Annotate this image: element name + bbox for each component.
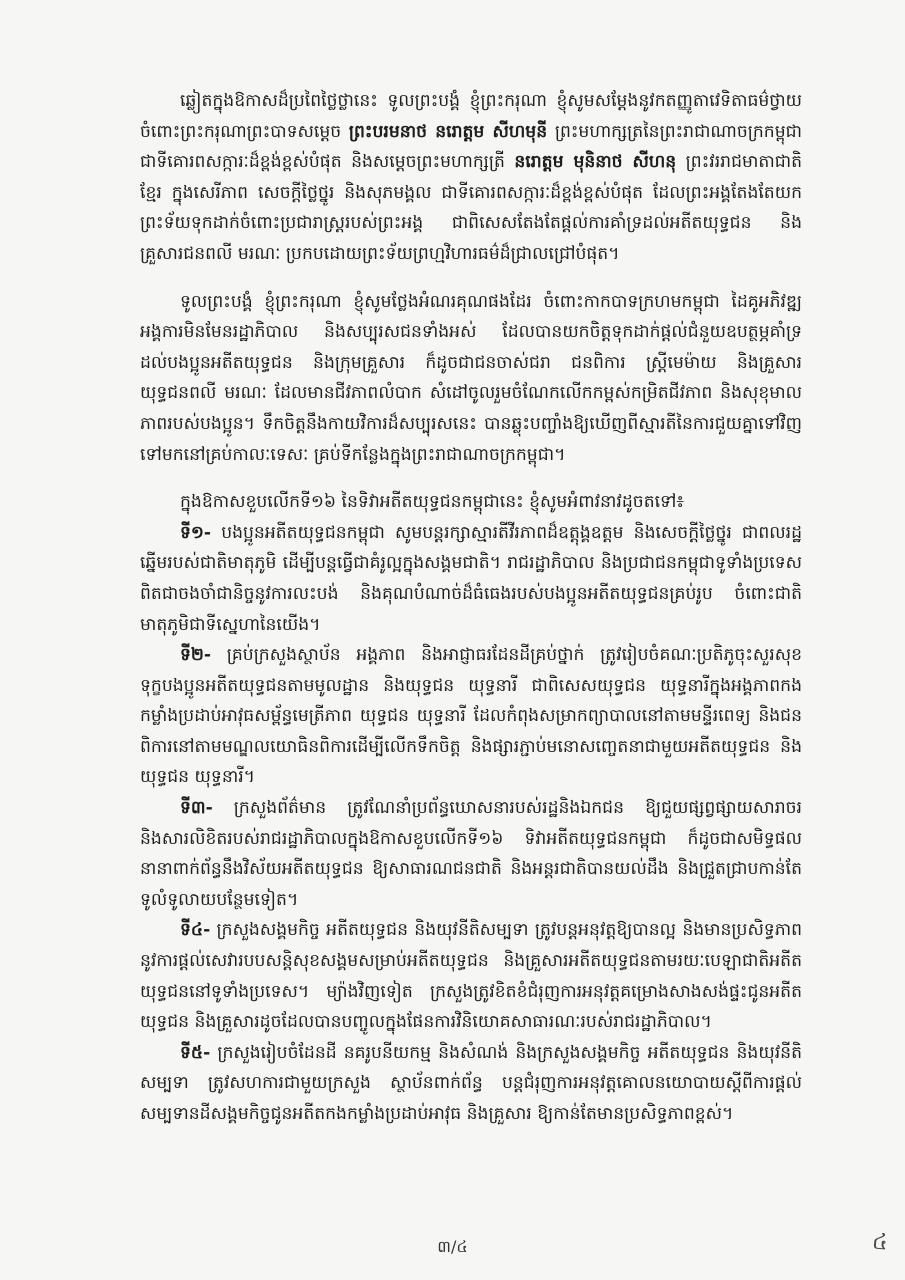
item-number: ទី៤- xyxy=(180,920,211,941)
item-text: គ្រប់ក្រសួងស្ថាប័ន អង្គភាព និងអាជ្ញាធរដែនដីគ្រប់ថ្នាក់ ត្រូវរៀបចំគណៈប្រតិភូចុះសួរសុខទុក្ខបងប្អូនអតីតយុទ្ធជនតាមមូលដ្ឋាន និងយុទ្ធជន យុទ្ធនារី ជាពិសេសយុទ្ធជន យុទ្ធនារីក្នុងអង្គភាពកងកម្លាំងប្រដាប់អាវុធសម្ព័ន្ធមេត្រីភាព យុទ្ធជន យុទ្ធនារី ដែលកំពុងសម្រាកព្យាបាលនៅតាមមន្ទីរពេទ្យ និងជនពិការនៅតាមមណ្ឌលយោធិនពិការដើម្បីលើកទឹកចិត្ត និងផ្សារភ្ជាប់មនោសញ្ចេតនាជាមួយអតីតយុទ្ធជន និងយុទ្ធជន យុទ្ធនារី។ xyxy=(140,645,802,788)
list-item xyxy=(140,915,802,1037)
appeal-intro: ក្នុងឱកាសខួបលើកទី១៦ នៃទិវាអតីតយុទ្ធជនកម្ពុជានេះ ខ្ញុំសូមអំពាវនាវដូចតទៅ៖ xyxy=(180,492,684,513)
item-number: ទី១- xyxy=(180,522,212,543)
appeal-list xyxy=(140,518,802,1130)
list-item xyxy=(140,518,802,640)
list-item xyxy=(140,1038,802,1130)
paragraph-gratitude-king xyxy=(140,86,802,270)
paragraph-text: ព្រះវររាជមាតាជាតិខ្មែរ ក្នុងសេរីភាព សេចក្តីថ្លៃថ្នូរ និងសុភមង្គល ជាទីគោរពសក្ការៈដ៏ខ្ពង់ខ្ពស់បំផុត ដែលព្រះអង្គតែងតែយកព្រះទ័យទុកដាក់ចំពោះប្រជារាស្ត្ររបស់ព្រះអង្គ ជាពិសេសតែងតែផ្តល់ការគាំទ្រដល់អតីតយុទ្ធជន និងគ្រួសារជនពលី មរណៈ ប្រកបដោយព្រះទ័យព្រហ្មវិហារធម៌ដ៏ជ្រាលជ្រៅបំផុត។ xyxy=(140,152,802,264)
item-text: ក្រសួងសង្គមកិច្ច អតីតយុទ្ធជន និងយុវនីតិសម្បទា ត្រូវបន្តអនុវត្តឱ្យបានល្អ និងមានប្រសិទ្ធភាពនូវការផ្តល់សេវារបបសន្តិសុខសង្គមសម្រាប់អតីតយុទ្ធជន និងគ្រួសារអតីតយុទ្ធជនតាមរយៈបេឡាជាតិអតីតយុទ្ធជននៅទូទាំងប្រទេស។ ម្យ៉ាងវិញទៀត ក្រសួងត្រូវខិតខំជំរុញការអនុវត្តគម្រោងសាងសង់ផ្ទះជូនអតីតយុទ្ធជន និងគ្រួសារដូចដែលបានបញ្ចូលក្នុងផែនការវិនិយោគសាធារណៈរបស់រាជរដ្ឋាភិបាល។ xyxy=(140,920,802,1033)
item-number: ទី២- xyxy=(180,645,212,666)
item-number: ទី៥- xyxy=(180,1042,211,1063)
item-text: ក្រសួងរៀបចំដែនដី នគរូបនីយកម្ម និងសំណង់ និងក្រសួងសង្គមកិច្ច អតីតយុទ្ធជន និងយុវនីតិសម្បទា ត្រូវសហការជាមួយក្រសួង ស្ថាប័នពាក់ព័ន្ធ បន្តជំរុញការអនុវត្តគោលនយោបាយស្តីពីការផ្តល់សម្បទានដីសង្គមកិច្ចជូនអតីតកងកម្លាំងប្រដាប់អាវុធ និងគ្រួសារ ឱ្យកាន់តែមានប្រសិទ្ធភាពខ្ពស់។ xyxy=(140,1042,802,1124)
list-item xyxy=(140,640,802,793)
list-item xyxy=(140,793,802,915)
paragraph-gratitude-partners: ទូលព្រះបង្គំ ខ្ញុំព្រះករុណា ខ្ញុំសូមថ្លែងអំណរគុណផងដែរ ចំពោះកាកបាទក្រហមកម្ពុជា ដៃគូអភិវឌ្ឍ អង្គការមិនមែនរដ្ឋាភិបាល និងសប្បុរសជនទាំងអស់ ដែលបានយកចិត្តទុកដាក់ផ្តល់ជំនួយឧបត្ថម្ភគាំទ្រដល់បងប្អូនអតីតយុទ្ធជន និងក្រុមគ្រួសារ ក៏ដូចជាជនចាស់ជរា ជនពិការ ស្ត្រីមេម៉ាយ និងគ្រួសារយុទ្ធជនពលី មរណៈ ដែលមានជីវភាពលំបាក សំដៅចូលរួមចំណែកលើកកម្ពស់កម្រិតជីវភាព និងសុខុមាលភាពរបស់បងប្អូន។ ទឹកចិត្តនឹងកាយវិការដ៏សប្បុរសនេះ បានឆ្លុះបញ្ចាំងឱ្យឃើញពីស្មារតីនៃការជួយគ្នាទៅវិញទៅមកនៅគ្រប់កាលៈទេសៈ គ្រប់ទីកន្លែងក្នុងព្រះរាជាណាចក្រកម្ពុជា។ xyxy=(140,291,802,465)
page-number: ៣/៤ xyxy=(437,1237,468,1256)
document-body xyxy=(140,86,802,1130)
item-text: បងប្អូនអតីតយុទ្ធជនកម្ពុជា សូមបន្តរក្សាស្មារតីវីរភាពដ៏ឧត្តុង្គឧត្តម និងសេចក្តីថ្លៃថ្នូរ ជាពលរដ្ឋឆ្នើមរបស់ជាតិមាតុភូមិ ដើម្បីបន្តធ្វើជាគំរូល្អក្នុងសង្គមជាតិ។ រាជរដ្ឋាភិបាល និងប្រជាជនកម្ពុជាទូទាំងប្រទេស ពិតជាចងចាំជានិច្ចនូវការលះបង់ និងគុណបំណាច់ដ៏ធំធេងរបស់បងប្អូនអតីតយុទ្ធជនគ្រប់រូប ចំពោះជាតិមាតុភូមិជាទីស្នេហានៃយើង។ xyxy=(140,522,802,635)
paragraph-text: ព្រះមហាក្សត្រនៃព្រះរាជាណាចក្រកម្ពុជា ជាទីគោរពសក្ការៈដ៏ខ្ពង់ខ្ពស់បំផុត និងសម្តេចព្រះមហាក្សត្រី xyxy=(140,121,802,173)
queen-mother-name: នរោត្តម មុនិនាថ សីហនុ xyxy=(514,152,677,173)
item-number: ទី៣- xyxy=(180,798,213,819)
handwritten-mark: ៤ xyxy=(871,1229,889,1256)
paragraph-text: ឆ្លៀតក្នុងឱកាសដ៏ប្រពៃថ្លៃថ្លានេះ ទូលព្រះបង្គំ ខ្ញុំព្រះករុណា ខ្ញុំសូមសម្តែងនូវកតញ្ញូតាវេទិតាធម៌ថ្វាយចំពោះព្រះករុណាព្រះបាទសម្តេច xyxy=(140,91,802,142)
king-name: ព្រះបរមនាថ នរោត្តម សីហមុនី xyxy=(348,121,548,142)
item-text: ក្រសួងព័ត៌មាន ត្រូវណែនាំប្រព័ន្ធឃោសនារបស់រដ្ឋនិងឯកជន ឱ្យជួយផ្សព្វផ្សាយសារាចរនិងសារលិខិតរបស់រាជរដ្ឋាភិបាលក្នុងឱកាសខួបលើកទី១៦ ទិវាអតីតយុទ្ធជនកម្ពុជា ក៏ដូចជាសមិទ្ធផលនានាពាក់ព័ន្ធនឹងវិស័យអតីតយុទ្ធជន ឱ្យសាធារណជនជាតិ និងអន្តរជាតិបានយល់ដឹង និងជ្រួតជ្រាបកាន់តែទូលំទូលាយបន្ថែមទៀត។ xyxy=(140,798,802,910)
